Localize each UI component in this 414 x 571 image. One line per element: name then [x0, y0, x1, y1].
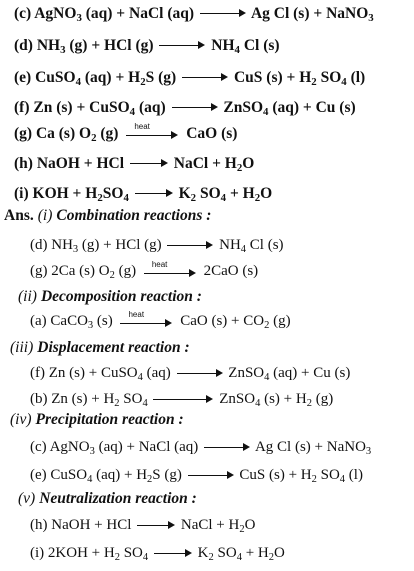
- answer-heading-displacement: (iii) Displacement reaction :: [10, 339, 190, 356]
- reaction-arrow-icon: [159, 40, 205, 52]
- reactants: $NH_3$ (g) + HCl (g): [36, 37, 154, 56]
- reactants: AgNO$_3$ (aq) + NaCl (aq): [34, 5, 195, 24]
- answer-equation-d: (d) $NH_3$ (g) + HCl (g) $NH_4$ Cl (s): [30, 237, 284, 255]
- section-title: Decomposition reaction :: [40, 288, 202, 305]
- products: NaCl + $H_2O$: [173, 155, 255, 174]
- answer-equation-f: (f) Zn (s) + CuSO$_4$ (aq) ZnSO$_4$ (aq) + Cu (s): [30, 365, 351, 383]
- reaction-arrow-icon: [137, 520, 175, 532]
- products: $K_2$ $SO_4 + H_2O$: [178, 185, 273, 204]
- equation-d: (d) $NH_3$ (g) + HCl (g) $NH_4$ Cl (s): [14, 37, 280, 56]
- reaction-arrow-icon: [153, 394, 213, 406]
- reaction-arrow-icon: [204, 442, 250, 454]
- equation-h: (h) NaOH + HCl NaCl + $H_2O$: [14, 155, 255, 174]
- reaction-arrow-icon: [182, 72, 228, 84]
- reaction-arrow-icon: [177, 368, 223, 380]
- reaction-arrow-icon: [154, 548, 192, 560]
- reactants: Ca (s) $O_2$ (g): [35, 125, 119, 144]
- heat-arrow-icon: [144, 259, 196, 279]
- reactants: KOH + $H_2SO_4$: [32, 185, 129, 204]
- section-title: Combination reactions :: [56, 207, 212, 224]
- reaction-arrow-icon: [172, 102, 218, 114]
- condition-label: heat: [128, 309, 145, 319]
- equation-g: (g) Ca (s) $O_2$ (g) heat CaO (s): [14, 122, 238, 144]
- equation-e: (e) CuSO$_4$ $(aq) + H_2S$ (g) CuS $(s) + H_2$ $SO_4$ (l): [14, 69, 366, 88]
- reaction-arrow-icon: [188, 470, 234, 482]
- reaction-arrow-icon: [130, 158, 168, 170]
- equation-c: (c) AgNO$_3$ (aq) + NaCl (aq) Ag Cl (s) + NaNO$_3$: [14, 5, 374, 24]
- answer-heading-neutralization: (v) Neutralization reaction :: [18, 490, 197, 507]
- reaction-arrow-icon: [135, 188, 173, 200]
- answer-equation-c: (c) AgNO$_3$ (aq) + NaCl (aq) Ag Cl (s) + NaNO$_3$: [30, 439, 372, 457]
- answer-heading-combination: Ans. (i) Combination reactions :: [4, 207, 212, 224]
- reactants: CuSO$_4$ $(aq) + H_2S$ (g): [35, 69, 177, 88]
- reactants: NaOH + HCl: [36, 155, 125, 172]
- section-title: Precipitation reaction :: [35, 411, 184, 428]
- answer-equation-e: (e) CuSO$_4$ $(aq) + H_2S$ (g) CuS $(s) + H_2$ $SO_4$ (l): [30, 467, 363, 485]
- answer-equation-h: (h) NaOH + HCl NaCl + $H_2O$: [30, 517, 256, 535]
- heat-arrow-icon: [120, 309, 172, 329]
- answer-equation-b: (b) Zn $(s) + H_2$ $SO_4$ ZnSO$_4$ $(s) + H_2$ (g): [30, 391, 334, 409]
- reaction-arrow-icon: [200, 8, 246, 20]
- reaction-arrow-icon: [167, 240, 213, 252]
- section-title: Neutralization reaction :: [39, 490, 197, 507]
- equation-f: (f) Zn (s) + CuSO$_4$ (aq) ZnSO$_4$ (aq) + Cu (s): [14, 99, 356, 118]
- condition-label: heat: [151, 259, 168, 269]
- equation-i: (i) KOH + $H_2SO_4$ $K_2$ $SO_4 + H_2O$: [14, 185, 273, 204]
- answer-prefix: Ans.: [4, 207, 34, 224]
- answer-equation-g: (g) 2Ca (s) $O_2$ (g) heat 2CaO (s): [30, 259, 259, 281]
- products: CuS $(s) + H_2$ $SO_4$ (l): [233, 69, 366, 88]
- answer-heading-decomposition: (ii) Decomposition reaction :: [18, 288, 202, 305]
- answer-equation-a: (a) CaCO$_3$ (s) heat CaO $(s) + CO_2$ (g): [30, 309, 291, 331]
- heat-arrow-icon: [126, 122, 178, 141]
- products: ZnSO$_4$ (aq) + Cu (s): [223, 99, 356, 118]
- answer-heading-precipitation: (iv) Precipitation reaction :: [10, 411, 184, 428]
- products: Ag Cl (s) + NaNO$_3$: [250, 5, 374, 24]
- condition-label: heat: [134, 122, 150, 132]
- products: CaO (s): [186, 125, 238, 142]
- reactants: Zn (s) + CuSO$_4$ (aq): [33, 99, 166, 118]
- section-title: Displacement reaction :: [37, 339, 190, 356]
- answer-equation-i: (i) $2KOH + H_2$ $SO_4$ $K_2$ $SO_4 + H_2O$: [30, 545, 285, 563]
- products: $NH_4$ Cl (s): [211, 37, 280, 56]
